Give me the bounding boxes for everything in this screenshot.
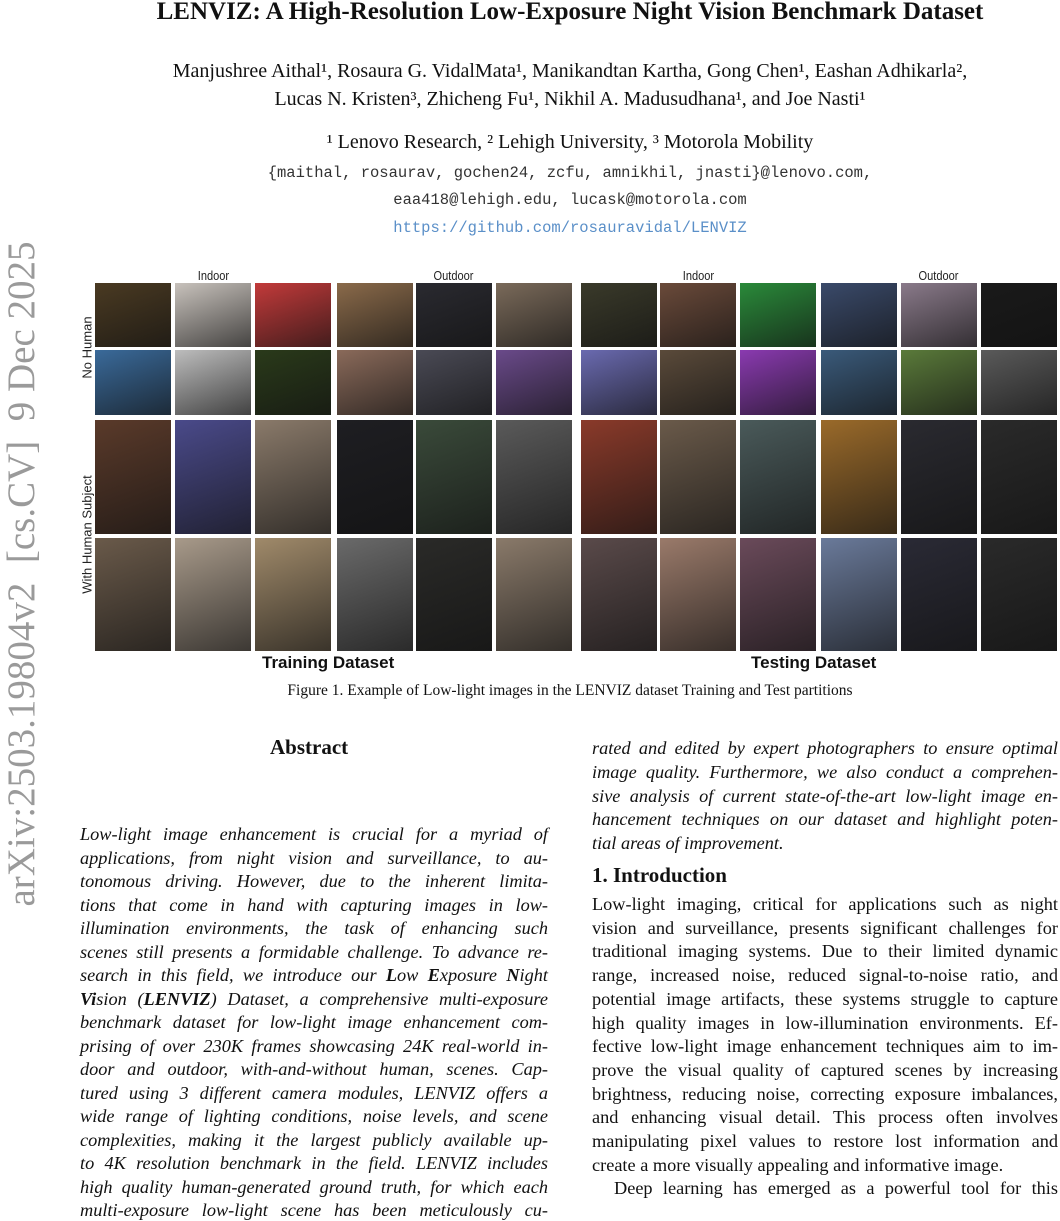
abstract-text: ight [519,965,548,985]
figure-image-tile [740,283,816,347]
figure-image-tile [660,350,736,415]
figure-caption: Figure 1. Example of Low-light images in the LENVIZ dataset Training and Test partitions [287,682,853,699]
abstract-text: tonomous driving. However, due to the inherent limita- [80,871,548,891]
paper-title: LENVIZ: A High-Resolution Low-Exposure Night Vision Benchmark Dataset [156,0,984,25]
figure-image-tile [981,420,1057,534]
figure-image-tile [496,283,572,347]
figure-image-tile [981,538,1057,651]
row-label-no-human: No Human [79,316,95,379]
abstract-line [80,1105,548,1127]
abstract-line [80,988,548,1010]
figure-image-tile [821,283,897,347]
affiliations: ¹ Lenovo Research, ² Lehigh University, ³ Motorola Mobility [326,131,814,153]
figure-image-tile [740,350,816,415]
abstract-line: sive analysis of current state-of-the-art low-light image en- [592,785,1058,806]
abstract-text: N [506,965,520,985]
figure-image-tile [255,420,331,534]
figure-image-tile [581,283,657,347]
abstract-line [80,1058,548,1080]
abstract-text: Low-light image enhancement is crucial for a myriad of [80,824,548,844]
abstract-line [80,870,548,892]
testing-dataset-label: Testing Dataset [751,653,877,672]
intro-line: prove the visual quality of captured scenes by increasing [592,1059,1058,1080]
abstract-text: Vi [80,988,97,1009]
intro-line: brightness, reducing noise, correcting exposure imbalances, [592,1083,1058,1104]
abstract-text: tured using 3 different camera modules, LENVIZ offers a [80,1082,548,1103]
abstract-line: rated and edited by expert photographers to ensure optimal [592,738,1058,758]
abstract-text: E [427,965,440,985]
figure-image-tile [740,538,816,651]
figure-image-tile [821,420,897,534]
figure-image-tile [901,420,977,534]
abstract-text: benchmark dataset for low-light image enhancement com- [80,1012,548,1032]
abstract-text: high quality human-generated ground truth, for which each [80,1176,548,1197]
figure-image-tile [255,283,331,347]
abstract-text: door and outdoor, with-and-without human, scenes. Cap- [80,1059,548,1079]
figure-image-tile [255,350,331,415]
figure-image-tile [416,283,492,347]
intro-line: fective low-light image enhancement techniques aim to im- [592,1036,1058,1057]
abstract-text: search in this field, we introduce our [80,965,386,985]
figure-image-tile [95,538,171,651]
abstract-text: to 4K resolution benchmark in the field. LENVIZ includes [80,1153,548,1173]
intro-line: potential image artifacts, these systems struggle to capture [592,988,1058,1009]
figure-image-tile [901,283,977,347]
abstract-text: L [385,965,398,985]
intro-line: Low-light imaging, critical for applications such as night [592,894,1058,914]
arxiv-stamp: arXiv:2503.19804v2 [cs.CV] 9 Dec 2025 [0,241,43,907]
abstract-heading: Abstract [270,735,349,759]
intro-line: manipulating pixel values to restore lost information and [592,1131,1058,1151]
abstract-text: applications, from night vision and surveillance, to au- [80,847,548,868]
abstract-line: tial areas of improvement. [592,833,784,854]
figure-image-tile [821,350,897,415]
abstract-text: sion ( [96,988,144,1009]
figure-image-tile [255,538,331,651]
intro-line: range, increased noise, reduced signal-to-noise ratio, and [592,965,1058,986]
header-test-outdoor: Outdoor [918,268,959,283]
intro-line: vision and surveillance, presents significant challenges for [592,917,1058,938]
figure-image-tile [175,350,251,415]
abstract-line [80,1035,548,1057]
abstract-text: multi-exposure low-light scene has been meticulously cu- [80,1200,548,1220]
figure-image-tile [416,350,492,415]
header-train-outdoor: Outdoor [433,268,474,283]
authors-line-1: Manjushree Aithal¹, Rosaura G. VidalMata¹, Manikandtan Kartha, Gong Chen¹, Eashan Adhikarla², [172,60,968,82]
figure-image-tile [660,283,736,347]
figure-image-tile [175,538,251,651]
figure-image-tile [337,350,413,415]
abstract-line [80,1152,548,1174]
introduction-heading: 1. Introduction [592,863,727,887]
figure-image-tile [416,538,492,651]
abstract-line [80,941,548,963]
intro-line: create a more visually appealing and informative image. [592,1154,1004,1175]
header-test-indoor: Indoor [682,268,715,283]
authors-line-2: Lucas N. Kristen³, Zhicheng Fu¹, Nikhil A. Madusudhana¹, and Joe Nasti¹ [274,88,866,110]
abstract-line [80,1199,548,1221]
github-link[interactable]: https://github.com/rosauravidal/LENVIZ [393,219,747,237]
training-dataset-label: Training Dataset [262,653,395,672]
figure-image-tile [981,283,1057,347]
figure-image-tile [496,350,572,415]
figure-image-tile [581,538,657,651]
abstract-text: xposure [439,965,507,985]
figure-image-tile [416,420,492,534]
figure-image-tile [901,538,977,651]
figure-image-tile [337,420,413,534]
abstract-line [80,823,548,845]
figure-image-tile [175,420,251,534]
figure-image-tile [901,350,977,415]
abstract-text: illumination environments, the task of enhancing such [80,918,548,938]
figure-image-tile [821,538,897,651]
abstract-line [80,1129,548,1151]
figure-image-tile [496,420,572,534]
figure-image-tile [337,538,413,651]
emails-line-1: {maithal, rosaurav, gochen24, zcfu, amnikhil, jnasti}@lenovo.com, [267,164,873,182]
abstract-line [80,847,548,869]
abstract-text: prising of over 230K frames showcasing 24K real-world in- [80,1035,548,1056]
figure-image-tile [981,350,1057,415]
abstract-line [80,1176,548,1198]
intro-line: Deep learning has emerged as a powerful tool for this [614,1178,1058,1199]
abstract-text: scenes still presents a formidable challenge. To advance re- [80,941,548,962]
abstract-line [80,964,548,986]
figure-image-tile [660,538,736,651]
intro-line: high quality images in low-illumination environments. Ef- [592,1012,1058,1033]
figure-image-tile [337,283,413,347]
abstract-line [80,1082,548,1104]
abstract-text: wide range of lighting conditions, noise levels, and scene [80,1106,548,1126]
abstract-line [80,894,548,916]
emails-line-2: eaa418@lehigh.edu, lucask@motorola.com [393,191,747,209]
figure-image-tile [175,283,251,347]
abstract-text: LENVIZ [143,988,211,1009]
abstract-line [80,917,548,939]
abstract-text: ) Dataset, a comprehensive multi-exposure [210,988,548,1009]
intro-line: and enhancing visual detail. This process often involves [592,1107,1058,1128]
figure-image-tile [496,538,572,651]
figure-image-tile [581,420,657,534]
figure-image-tile [581,350,657,415]
abstract-text: tions that come in hand with capturing images in low- [80,894,548,915]
figure-image-tile [95,420,171,534]
figure-image-tile [95,350,171,415]
intro-line: traditional imaging systems. Due to their limited dynamic [592,941,1058,962]
abstract-line: image quality. Furthermore, we also conduct a comprehen- [592,761,1058,782]
figure-image-tile [660,420,736,534]
figure-image-tile [95,283,171,347]
header-train-indoor: Indoor [197,268,230,283]
abstract-line [80,1011,548,1033]
abstract-line: hancement techniques on our dataset and highlight poten- [592,809,1058,830]
abstract-text: ow [397,965,428,985]
figure-image-tile [740,420,816,534]
row-label-with-human: With Human Subject [79,475,95,594]
abstract-text: complexities, making it the largest publicly available up- [80,1129,548,1150]
